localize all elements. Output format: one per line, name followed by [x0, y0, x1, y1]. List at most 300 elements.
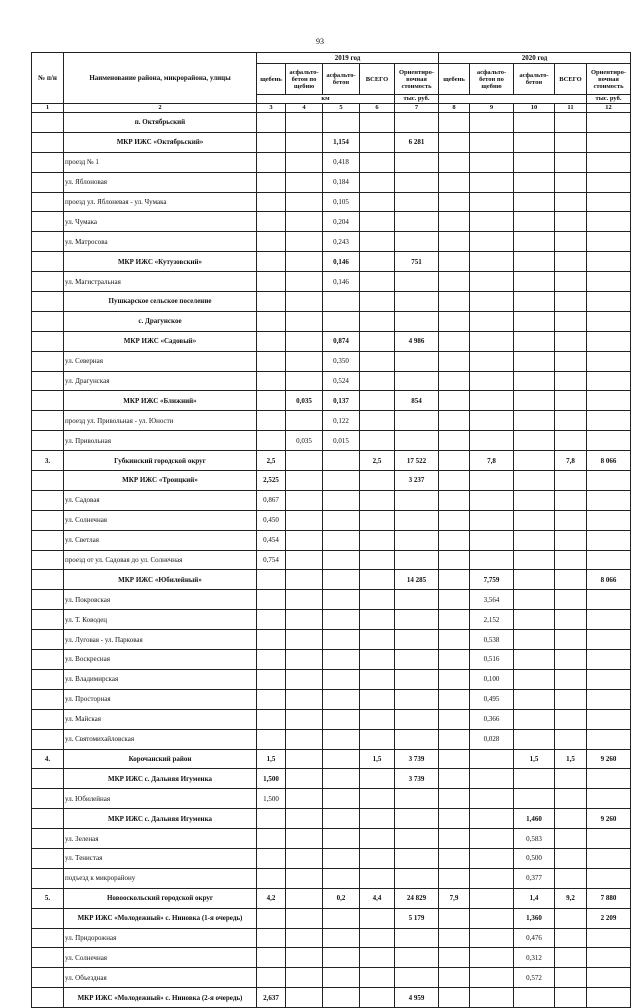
value-cell [257, 570, 286, 590]
value-cell [360, 431, 395, 451]
value-cell: 0,516 [470, 650, 514, 670]
section-title: МКР ИЖС с. Дальняя Игуменка [64, 769, 257, 789]
value-cell [587, 331, 631, 351]
value-cell [587, 769, 631, 789]
value-cell [514, 530, 555, 550]
value-cell: 0,035 [286, 391, 323, 411]
value-cell: 0,867 [257, 490, 286, 510]
value-cell [360, 550, 395, 570]
value-cell [587, 630, 631, 650]
value-cell [439, 868, 470, 888]
col-number: 3 [257, 104, 286, 113]
value-cell [395, 351, 439, 371]
street-name: ул. Солнечная [64, 948, 257, 968]
sub-header: ВСЕГО [360, 64, 395, 95]
value-cell [555, 152, 587, 172]
value-cell [439, 809, 470, 829]
value-cell: 0,500 [514, 848, 555, 868]
value-cell: 0,450 [257, 510, 286, 530]
value-cell [286, 292, 323, 312]
value-cell [587, 948, 631, 968]
value-cell [257, 232, 286, 252]
value-cell [395, 490, 439, 510]
value-cell [360, 510, 395, 530]
value-cell [555, 172, 587, 192]
col-number: 6 [360, 104, 395, 113]
value-cell [257, 391, 286, 411]
value-cell [514, 610, 555, 630]
value-cell [439, 729, 470, 749]
value-cell [555, 292, 587, 312]
value-cell [257, 411, 286, 431]
value-cell [286, 371, 323, 391]
value-cell [360, 113, 395, 133]
table-row [32, 968, 631, 988]
value-cell [286, 252, 323, 272]
value-cell [587, 709, 631, 729]
col-number: 4 [286, 104, 323, 113]
row-number [32, 490, 64, 510]
value-cell [323, 610, 360, 630]
value-cell [439, 610, 470, 630]
value-cell [257, 650, 286, 670]
value-cell [555, 411, 587, 431]
value-cell [587, 669, 631, 689]
row-number [32, 212, 64, 232]
value-cell [360, 669, 395, 689]
table-row [32, 451, 631, 471]
value-cell: 1,5 [555, 749, 587, 769]
row-number [32, 650, 64, 670]
table-row [32, 749, 631, 769]
value-cell: 0,015 [323, 431, 360, 451]
value-cell [323, 868, 360, 888]
row-number [32, 272, 64, 292]
value-cell [360, 590, 395, 610]
value-cell [323, 709, 360, 729]
value-cell: 1,500 [257, 789, 286, 809]
street-name: ул. Объездная [64, 968, 257, 988]
table-row [32, 411, 631, 431]
value-cell [470, 431, 514, 451]
table-row [32, 868, 631, 888]
table-row [32, 829, 631, 849]
table-row [32, 172, 631, 192]
value-cell: 2,5 [360, 451, 395, 471]
value-cell [257, 689, 286, 709]
value-cell [323, 490, 360, 510]
value-cell [514, 132, 555, 152]
value-cell [470, 132, 514, 152]
value-cell [514, 510, 555, 530]
value-cell [395, 928, 439, 948]
value-cell [257, 272, 286, 292]
value-cell [587, 172, 631, 192]
table-row [32, 252, 631, 272]
table-row [32, 550, 631, 570]
value-cell [323, 471, 360, 491]
street-name: ул. Магистральная [64, 272, 257, 292]
value-cell [439, 550, 470, 570]
value-cell [257, 709, 286, 729]
value-cell [587, 292, 631, 312]
value-cell [439, 113, 470, 133]
value-cell [257, 928, 286, 948]
value-cell: 0,122 [323, 411, 360, 431]
value-cell [555, 729, 587, 749]
value-cell [587, 510, 631, 530]
value-cell [286, 351, 323, 371]
value-cell: 0,146 [323, 252, 360, 272]
value-cell [360, 908, 395, 928]
value-cell [555, 510, 587, 530]
value-cell [514, 311, 555, 331]
value-cell [555, 232, 587, 252]
section-title: МКР ИЖС «Кутузовский» [64, 252, 257, 272]
value-cell [587, 132, 631, 152]
value-cell [470, 749, 514, 769]
table-row [32, 669, 631, 689]
value-cell [395, 272, 439, 292]
value-cell [514, 113, 555, 133]
value-cell [395, 689, 439, 709]
value-cell [286, 729, 323, 749]
value-cell [257, 829, 286, 849]
table-row [32, 331, 631, 351]
section-title: МКР ИЖС с. Дальняя Игуменка [64, 809, 257, 829]
row-number [32, 968, 64, 988]
unit-empty [439, 95, 587, 104]
row-number [32, 192, 64, 212]
table-header [32, 53, 631, 113]
col-number: 7 [395, 104, 439, 113]
value-cell: 5 179 [395, 908, 439, 928]
value-cell [439, 351, 470, 371]
value-cell [395, 113, 439, 133]
value-cell [555, 968, 587, 988]
row-number [32, 988, 64, 1008]
value-cell [257, 610, 286, 630]
value-cell [257, 669, 286, 689]
value-cell [360, 172, 395, 192]
value-cell [286, 490, 323, 510]
value-cell [470, 411, 514, 431]
sub-header: асфальто-бетон по щебню [286, 64, 323, 95]
value-cell: 0,754 [257, 550, 286, 570]
table-row [32, 908, 631, 928]
value-cell [514, 630, 555, 650]
value-cell [555, 809, 587, 829]
value-cell [555, 212, 587, 232]
row-number [32, 789, 64, 809]
street-name: ул. Владимирская [64, 669, 257, 689]
row-number [32, 431, 64, 451]
value-cell [555, 252, 587, 272]
value-cell [555, 311, 587, 331]
value-cell: 0,204 [323, 212, 360, 232]
table-row [32, 152, 631, 172]
unit-km-label: км [257, 95, 395, 104]
value-cell: 14 285 [395, 570, 439, 590]
value-cell [587, 431, 631, 451]
section-title: Пушкарское сельское поселение [64, 292, 257, 312]
value-cell [323, 769, 360, 789]
value-cell [286, 451, 323, 471]
table-row [32, 650, 631, 670]
value-cell [514, 212, 555, 232]
value-cell [360, 530, 395, 550]
value-cell: 0,243 [323, 232, 360, 252]
value-cell [514, 550, 555, 570]
year-2019-header: 2019 год [257, 53, 439, 64]
value-cell: 0,572 [514, 968, 555, 988]
value-cell [470, 948, 514, 968]
value-cell [323, 829, 360, 849]
row-number [32, 292, 64, 312]
value-cell [286, 411, 323, 431]
value-cell [360, 988, 395, 1008]
value-cell [360, 192, 395, 212]
value-cell [555, 272, 587, 292]
value-cell: 0,100 [470, 669, 514, 689]
value-cell [439, 669, 470, 689]
value-cell [360, 331, 395, 351]
value-cell [439, 292, 470, 312]
value-cell [395, 311, 439, 331]
value-cell [555, 948, 587, 968]
value-cell [514, 152, 555, 172]
value-cell [286, 132, 323, 152]
value-cell [555, 331, 587, 351]
value-cell: 1,360 [514, 908, 555, 928]
value-cell [439, 650, 470, 670]
value-cell [439, 689, 470, 709]
value-cell [470, 848, 514, 868]
value-cell [286, 272, 323, 292]
table-row [32, 113, 631, 133]
value-cell [439, 331, 470, 351]
section-title: Губкинский городской округ [64, 451, 257, 471]
value-cell: 1,5 [514, 749, 555, 769]
value-cell [395, 789, 439, 809]
value-cell [257, 311, 286, 331]
value-cell [323, 789, 360, 809]
value-cell [360, 868, 395, 888]
value-cell [439, 848, 470, 868]
value-cell [323, 948, 360, 968]
value-cell [514, 570, 555, 590]
table-row [32, 371, 631, 391]
value-cell [470, 391, 514, 411]
table-row [32, 311, 631, 331]
table-body [32, 113, 631, 1008]
value-cell [587, 113, 631, 133]
value-cell [286, 590, 323, 610]
value-cell [439, 172, 470, 192]
row-number [32, 729, 64, 749]
value-cell [439, 908, 470, 928]
value-cell [514, 431, 555, 451]
value-cell [439, 630, 470, 650]
row-number [32, 530, 64, 550]
value-cell [555, 351, 587, 371]
table-row [32, 431, 631, 451]
unit-rub-label: тыс. руб. [395, 95, 439, 104]
value-cell [257, 431, 286, 451]
table-row [32, 590, 631, 610]
row-number [32, 848, 64, 868]
row-number [32, 371, 64, 391]
value-cell [360, 391, 395, 411]
value-cell [257, 113, 286, 133]
value-cell [439, 490, 470, 510]
value-cell [514, 451, 555, 471]
table-row [32, 928, 631, 948]
value-cell: 9,2 [555, 888, 587, 908]
value-cell [323, 570, 360, 590]
value-cell [286, 311, 323, 331]
sub-header: асфальто-бетон [514, 64, 555, 95]
row-number [32, 172, 64, 192]
value-cell [470, 311, 514, 331]
street-name: проезд ул. Яблоневая - ул. Чумака [64, 192, 257, 212]
value-cell [286, 610, 323, 630]
value-cell [555, 829, 587, 849]
value-cell [286, 888, 323, 908]
section-title: Новооскольский городской округ [64, 888, 257, 908]
value-cell [395, 809, 439, 829]
street-name: ул. Драгунская [64, 371, 257, 391]
street-name: подъезд к микрорайону [64, 868, 257, 888]
value-cell [514, 590, 555, 610]
value-cell [470, 968, 514, 988]
value-cell [470, 928, 514, 948]
row-number [32, 331, 64, 351]
value-cell [395, 948, 439, 968]
value-cell [323, 311, 360, 331]
value-cell [286, 809, 323, 829]
value-cell [286, 968, 323, 988]
value-cell [286, 908, 323, 928]
value-cell [360, 848, 395, 868]
value-cell: 9 260 [587, 749, 631, 769]
value-cell: 0,366 [470, 709, 514, 729]
value-cell [323, 968, 360, 988]
value-cell [360, 292, 395, 312]
table-row [32, 272, 631, 292]
value-cell [257, 590, 286, 610]
value-cell: 9 260 [587, 809, 631, 829]
value-cell [555, 471, 587, 491]
value-cell: 4 986 [395, 331, 439, 351]
value-cell [555, 669, 587, 689]
value-cell: 1,154 [323, 132, 360, 152]
row-number [32, 928, 64, 948]
row-number [32, 152, 64, 172]
value-cell [360, 709, 395, 729]
value-cell: 2 209 [587, 908, 631, 928]
value-cell [286, 530, 323, 550]
value-cell [286, 669, 323, 689]
value-cell [587, 152, 631, 172]
value-cell: 751 [395, 252, 439, 272]
value-cell [439, 431, 470, 451]
table-row [32, 132, 631, 152]
value-cell: 1,460 [514, 809, 555, 829]
value-cell [257, 152, 286, 172]
value-cell [587, 530, 631, 550]
value-cell [587, 848, 631, 868]
value-cell [514, 729, 555, 749]
value-cell [439, 411, 470, 431]
value-cell [360, 272, 395, 292]
col-name-header: Наименование района, микрорайона, улицы [64, 53, 257, 104]
value-cell [257, 212, 286, 232]
section-title: п. Октябрьский [64, 113, 257, 133]
row-number [32, 351, 64, 371]
section-title: МКР ИЖС «Молодежный» с. Ниновка (2-я очередь) [64, 988, 257, 1008]
table-row [32, 729, 631, 749]
value-cell [439, 749, 470, 769]
value-cell [257, 630, 286, 650]
value-cell [360, 490, 395, 510]
value-cell: 1,5 [257, 749, 286, 769]
value-cell [257, 351, 286, 371]
value-cell [286, 789, 323, 809]
value-cell [470, 152, 514, 172]
row-number [32, 709, 64, 729]
value-cell [257, 948, 286, 968]
value-cell [439, 530, 470, 550]
value-cell [323, 689, 360, 709]
value-cell: 3 739 [395, 769, 439, 789]
row-number [32, 908, 64, 928]
value-cell [470, 292, 514, 312]
value-cell [555, 988, 587, 1008]
value-cell: 0,495 [470, 689, 514, 709]
value-cell: 0,105 [323, 192, 360, 212]
value-cell [323, 650, 360, 670]
value-cell [360, 928, 395, 948]
value-cell [587, 311, 631, 331]
value-cell [439, 471, 470, 491]
value-cell: 0,874 [323, 331, 360, 351]
value-cell [360, 212, 395, 232]
row-number [32, 471, 64, 491]
value-cell: 3,564 [470, 590, 514, 610]
row-number [32, 809, 64, 829]
value-cell [470, 351, 514, 371]
street-name: ул. Воскресная [64, 650, 257, 670]
value-cell [470, 988, 514, 1008]
value-cell [360, 252, 395, 272]
row-number [32, 391, 64, 411]
value-cell [257, 729, 286, 749]
value-cell [323, 113, 360, 133]
value-cell [257, 809, 286, 829]
value-cell [470, 908, 514, 928]
value-cell [439, 132, 470, 152]
value-cell [395, 172, 439, 192]
value-cell [514, 689, 555, 709]
col-number: 1 [32, 104, 64, 113]
value-cell [439, 968, 470, 988]
section-title: Корочанский район [64, 749, 257, 769]
value-cell [286, 172, 323, 192]
value-cell [360, 829, 395, 849]
value-cell [470, 212, 514, 232]
value-cell [395, 610, 439, 630]
